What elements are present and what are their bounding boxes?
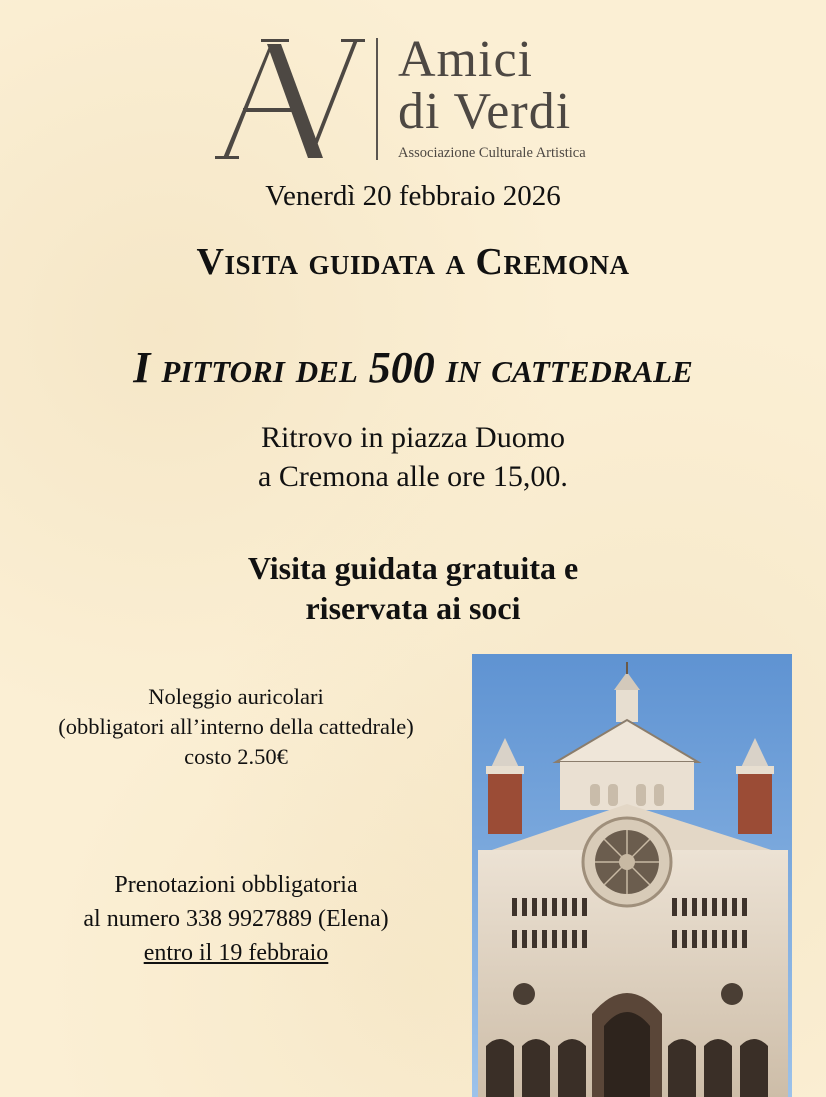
logo-subtitle: Associazione Culturale Artistica — [398, 145, 586, 161]
headphones-info — [0, 682, 472, 772]
logo-monogram — [215, 30, 365, 165]
event-date: Venerdì 20 febbraio 2026 — [265, 180, 561, 212]
free-visit-info — [0, 548, 826, 628]
logo-line-verdi: di Verdi — [398, 83, 572, 140]
event-subtitle: I pittori del 500 in cattedrale — [133, 343, 693, 392]
booking-line-1: Prenotazioni obbligatoria — [114, 872, 358, 898]
meeting-info — [0, 418, 826, 496]
headphones-line-1: Noleggio auricolari — [148, 684, 324, 709]
cremona-cathedral-image — [472, 654, 792, 1097]
av-monogram-icon — [215, 30, 365, 165]
meeting-line-1: Ritrovo in piazza Duomo — [260, 421, 566, 454]
event-title: Visita guidata a Cremona — [196, 241, 630, 283]
free-line-2: riservata ai soci — [305, 590, 521, 626]
booking-info — [0, 868, 472, 970]
logo-separator — [376, 38, 378, 160]
cathedral-photo — [472, 654, 792, 1097]
booking-deadline: entro il 19 febbraio — [143, 940, 329, 966]
booking-phone: al numero 338 9927889 (Elena) — [83, 906, 389, 932]
headphones-cost: costo 2.50€ — [184, 744, 288, 769]
headphones-line-2: (obbligatori all’interno della cattedrale) — [58, 714, 414, 739]
meeting-line-2: a Cremona alle ore 15,00. — [258, 460, 568, 493]
logo-line-amici: Amici — [398, 31, 533, 88]
free-line-1: Visita guidata gratuita e — [247, 550, 579, 586]
